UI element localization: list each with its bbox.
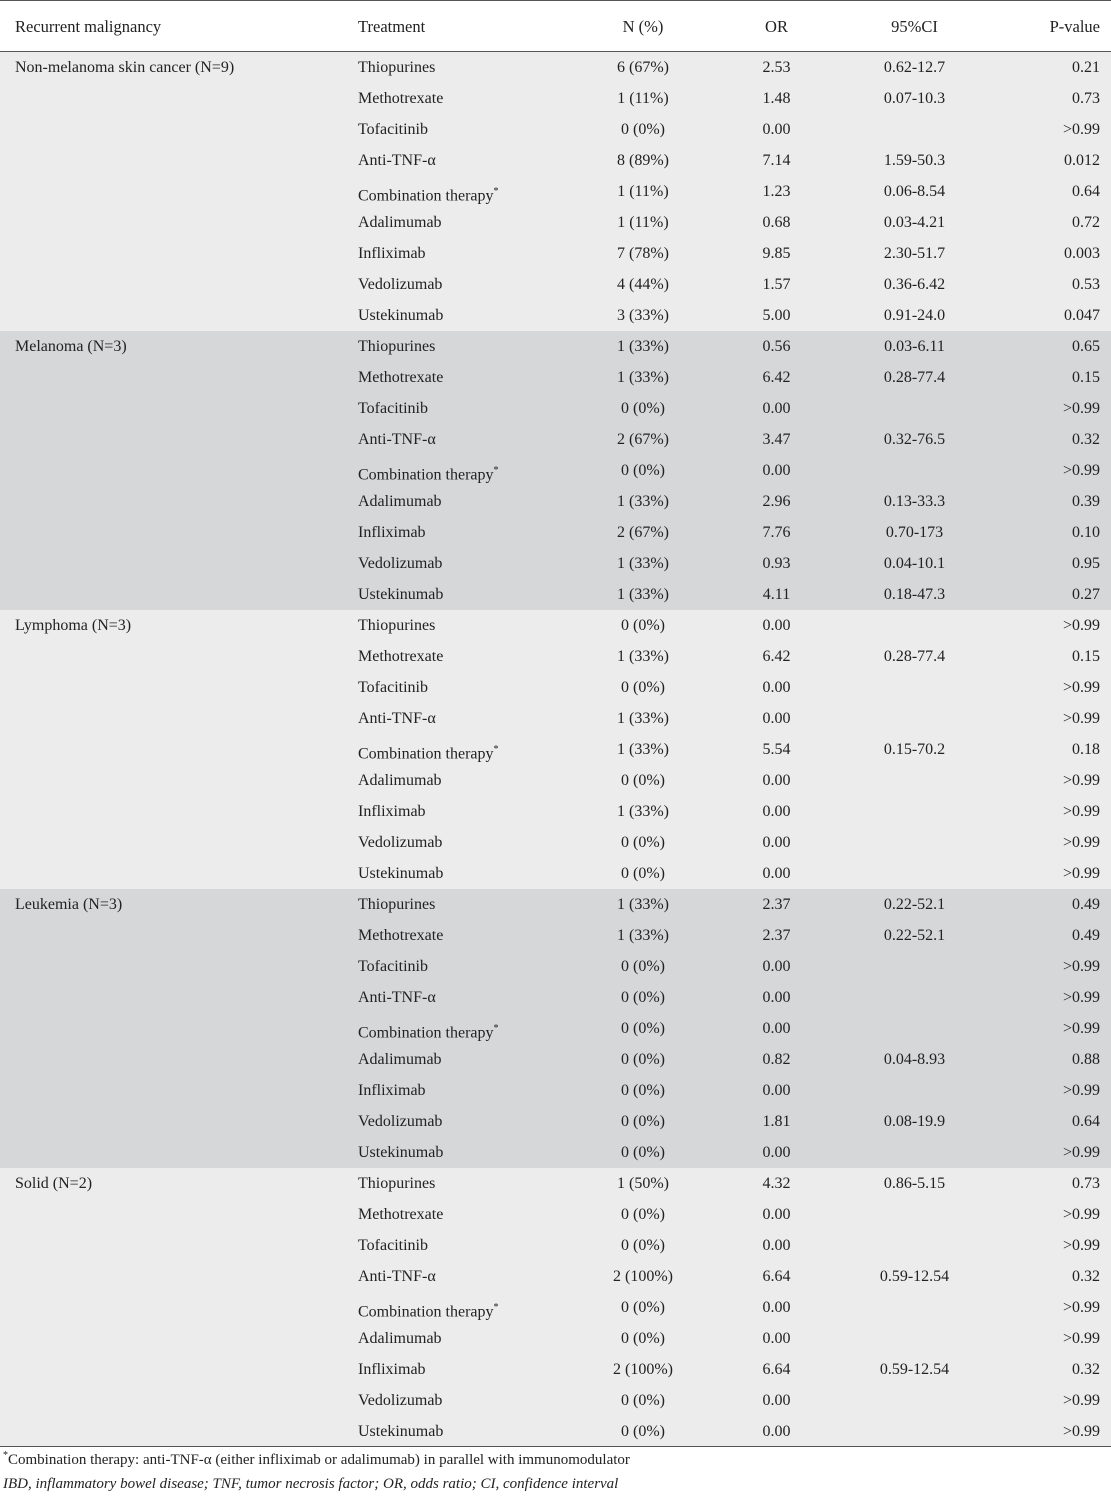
footnote-star: * [493,1023,499,1034]
table-row [0,1323,1111,1354]
cell-treatment: Adalimumab [358,1051,442,1068]
cell-or: 0.00 [762,1423,791,1440]
cell-p-value: 0.32 [1072,1361,1100,1378]
cell-ci: 0.22-52.1 [883,896,946,913]
treatment-name: Combination therapy [358,1024,494,1042]
cell-or: 0.00 [762,989,791,1006]
table-row [0,114,1111,145]
cell-p-value: 0.49 [1072,896,1100,913]
cell-p-value: 0.72 [1072,214,1100,231]
table-row [0,207,1111,238]
cell-p-value: >0.99 [1062,121,1100,138]
table-row [0,672,1111,703]
cell-n: 1 (33%) [617,555,669,572]
cell-or: 0.00 [762,1392,791,1409]
cell-ci: 0.59-12.54 [879,1361,950,1378]
table-row [0,517,1111,548]
cell-p-value: 0.88 [1072,1051,1100,1068]
cell-or: 0.82 [762,1051,791,1068]
cell-p-value: >0.99 [1062,1330,1100,1347]
cell-treatment: Adalimumab [358,1330,442,1347]
cell-treatment: Vedolizumab [358,276,443,293]
table-row [0,1416,1111,1447]
table-row [0,796,1111,827]
cell-p-value: 0.53 [1072,276,1100,293]
cell-treatment: Ustekinumab [358,1144,444,1161]
cell-or: 7.14 [762,152,791,169]
cell-p-value: >0.99 [1062,1020,1100,1037]
cell-p-value: 0.012 [1064,152,1100,169]
cell-treatment: Tofacitinib [358,400,428,417]
cell-n: 1 (50%) [617,1175,669,1192]
cell-or: 0.00 [762,710,791,727]
cell-ci: 0.18-47.3 [883,586,946,603]
header-treatment: Treatment [358,17,426,36]
treatment-name: Combination therapy [358,187,494,205]
cell-n: 0 (0%) [621,1082,665,1099]
cell-treatment: Ustekinumab [358,586,444,603]
cell-treatment: Methotrexate [358,927,444,944]
header-n: N (%) [622,17,664,36]
malignancy-group [0,331,1111,610]
cell-or: 0.00 [762,121,791,138]
table-row [0,455,1111,486]
cell-p-value: >0.99 [1062,1206,1100,1223]
cell-treatment: Tofacitinib [358,1237,428,1254]
cell-treatment: Ustekinumab [358,307,444,324]
cell-ci: 1.59-50.3 [883,152,946,169]
malignancy-label: Non-melanoma skin cancer (N=9) [15,59,235,76]
header-or: OR [765,17,788,36]
table-row [0,1199,1111,1230]
cell-treatment: Infliximab [358,1361,426,1378]
cell-p-value: >0.99 [1062,772,1100,789]
cell-treatment: Tofacitinib [358,121,428,138]
treatment-name: Combination therapy [358,745,494,763]
cell-treatment: Adalimumab [358,214,442,231]
malignancy-group [0,610,1111,889]
footnote-star: * [493,1302,499,1313]
table-row [0,393,1111,424]
cell-n: 1 (33%) [617,586,669,603]
cell-treatment: Anti-TNF-α [358,152,436,169]
cell-p-value: >0.99 [1062,834,1100,851]
cell-p-value: >0.99 [1062,710,1100,727]
cell-or: 5.54 [762,741,791,758]
cell-n: 1 (33%) [617,648,669,665]
cell-n: 1 (33%) [617,896,669,913]
cell-treatment: Thiopurines [358,59,436,76]
cell-ci: 2.30-51.7 [883,245,946,262]
cell-or: 0.00 [762,865,791,882]
footnote-star: * [493,465,499,476]
cell-or: 0.00 [762,1144,791,1161]
cell-ci: 0.03-4.21 [883,214,946,231]
cell-n: 2 (100%) [613,1268,673,1285]
table-row [0,238,1111,269]
cell-ci: 0.86-5.15 [883,1175,946,1192]
cell-n: 2 (67%) [617,431,669,448]
cell-p-value: >0.99 [1062,1144,1100,1161]
cell-n: 0 (0%) [621,834,665,851]
cell-n: 1 (11%) [617,183,669,200]
cell-n: 1 (33%) [617,369,669,386]
table-row [0,858,1111,889]
cell-treatment: Ustekinumab [358,1423,444,1440]
cell-n: 7 (78%) [617,245,669,262]
cell-n: 0 (0%) [621,400,665,417]
cell-p-value: >0.99 [1062,989,1100,1006]
cell-ci: 0.03-6.11 [884,338,945,355]
table-row [0,1385,1111,1416]
table-row [0,83,1111,114]
table-row [0,1013,1111,1044]
cell-or: 1.57 [762,276,791,293]
cell-treatment: Infliximab [358,1082,426,1099]
cell-treatment: Thiopurines [358,1175,436,1192]
cell-or: 0.00 [762,958,791,975]
cell-or: 1.23 [762,183,791,200]
cell-or: 0.00 [762,617,791,634]
cell-n: 0 (0%) [621,1237,665,1254]
table-row [0,145,1111,176]
malignancy-group [0,1168,1111,1447]
cell-treatment: Methotrexate [358,1206,444,1223]
cell-p-value: 0.65 [1072,338,1100,355]
table-row [0,827,1111,858]
cell-treatment: Vedolizumab [358,1113,443,1130]
cell-p-value: >0.99 [1062,958,1100,975]
cell-or: 6.64 [762,1361,791,1378]
cell-n: 0 (0%) [621,1020,665,1037]
header-p-value: P-value [1049,17,1100,36]
cell-treatment: Methotrexate [358,90,444,107]
cell-ci: 0.04-10.1 [883,555,946,572]
cell-treatment: Thiopurines [358,896,436,913]
cell-p-value: 0.27 [1072,586,1100,603]
footnote-abbreviations: IBD, inflammatory bowel disease; TNF, tumor necrosis factor; OR, odds ratio; CI, confidence interval [3,1476,619,1492]
cell-or: 0.00 [762,679,791,696]
cell-or: 2.96 [762,493,791,510]
cell-n: 0 (0%) [621,1206,665,1223]
cell-treatment: Infliximab [358,803,426,820]
cell-p-value: 0.32 [1072,1268,1100,1285]
cell-n: 8 (89%) [617,152,669,169]
cell-treatment: Anti-TNF-α [358,710,436,727]
table-row [0,641,1111,672]
cell-n: 0 (0%) [621,1423,665,1440]
malignancy-group [0,889,1111,1168]
cell-treatment: Vedolizumab [358,834,443,851]
table-row [0,1168,1111,1199]
cell-or: 6.42 [762,648,791,665]
cell-n: 0 (0%) [621,772,665,789]
cell-or: 0.00 [762,1082,791,1099]
cell-ci: 0.36-6.42 [883,276,946,293]
malignancy-label: Leukemia (N=3) [15,896,123,913]
footnote-combination [3,1450,630,1469]
cell-or: 0.00 [762,1020,791,1037]
table-row [0,920,1111,951]
cell-p-value: >0.99 [1062,1423,1100,1440]
cell-p-value: 0.73 [1072,90,1100,107]
cell-ci: 0.06-8.54 [883,183,946,200]
cell-n: 0 (0%) [621,1330,665,1347]
cell-n: 0 (0%) [621,617,665,634]
cell-treatment: Thiopurines [358,338,436,355]
table-row [0,176,1111,207]
table-row [0,1230,1111,1261]
table-row [0,765,1111,796]
cell-n: 1 (33%) [617,741,669,758]
table-row [0,300,1111,331]
table-row [0,1137,1111,1168]
cell-or: 0.00 [762,462,791,479]
table-row [0,982,1111,1013]
cell-n: 0 (0%) [621,679,665,696]
cell-p-value: >0.99 [1062,1392,1100,1409]
cell-or: 6.42 [762,369,791,386]
cell-treatment: Tofacitinib [358,679,428,696]
cell-ci: 0.28-77.4 [883,369,946,386]
cell-treatment: Vedolizumab [358,555,443,572]
cell-treatment: Vedolizumab [358,1392,443,1409]
cell-p-value: 0.18 [1072,741,1100,758]
table-row [0,889,1111,920]
table-row [0,52,1111,83]
treatment-name: Combination therapy [358,466,494,484]
cell-p-value: 0.32 [1072,431,1100,448]
cell-or: 5.00 [762,307,791,324]
cell-p-value: >0.99 [1062,617,1100,634]
cell-n: 0 (0%) [621,958,665,975]
table-row [0,951,1111,982]
cell-n: 0 (0%) [621,989,665,1006]
cell-ci: 0.59-12.54 [879,1268,950,1285]
cell-ci: 0.91-24.0 [883,307,946,324]
table-row [0,1106,1111,1137]
cell-n: 1 (33%) [617,338,669,355]
cell-p-value: >0.99 [1062,803,1100,820]
cell-ci: 0.32-76.5 [883,431,946,448]
cell-n: 0 (0%) [621,1051,665,1068]
cell-p-value: 0.15 [1072,369,1100,386]
cell-treatment: Adalimumab [358,493,442,510]
cell-p-value: 0.73 [1072,1175,1100,1192]
cell-ci: 0.07-10.3 [883,90,946,107]
cell-treatment: Infliximab [358,245,426,262]
cell-treatment: Methotrexate [358,369,444,386]
table-row [0,1044,1111,1075]
cell-p-value: 0.49 [1072,927,1100,944]
table-row [0,269,1111,300]
cell-p-value: 0.39 [1072,493,1100,510]
table-row [0,703,1111,734]
cell-or: 0.00 [762,834,791,851]
cell-p-value: 0.003 [1064,245,1100,262]
cell-p-value: >0.99 [1062,1299,1100,1316]
cell-treatment: Anti-TNF-α [358,989,436,1006]
malignancy-label: Melanoma (N=3) [15,338,127,355]
cell-p-value: 0.047 [1064,307,1100,324]
cell-treatment: Infliximab [358,524,426,541]
cell-or: 0.00 [762,400,791,417]
cell-or: 0.00 [762,772,791,789]
table-row [0,424,1111,455]
cell-treatment: Thiopurines [358,617,436,634]
cell-p-value: >0.99 [1062,1082,1100,1099]
table-row [0,1354,1111,1385]
cell-or: 1.48 [762,90,791,107]
cell-or: 4.11 [762,586,791,603]
footnote-star: * [3,1450,8,1461]
cell-or: 0.56 [762,338,791,355]
cell-or: 2.37 [762,927,791,944]
malignancy-label: Solid (N=2) [15,1175,93,1192]
cell-or: 0.00 [762,1206,791,1223]
table-row [0,548,1111,579]
cell-n: 0 (0%) [621,462,665,479]
cell-treatment: Tofacitinib [358,958,428,975]
cell-p-value: 0.64 [1072,183,1100,200]
cell-n: 2 (67%) [617,524,669,541]
cell-n: 1 (33%) [617,710,669,727]
table-row [0,486,1111,517]
cell-p-value: 0.95 [1072,555,1100,572]
cell-n: 6 (67%) [617,59,669,76]
cell-n: 1 (33%) [617,803,669,820]
cell-ci: 0.28-77.4 [883,648,946,665]
cell-p-value: 0.64 [1072,1113,1100,1130]
cell-n: 1 (33%) [617,493,669,510]
table-row [0,331,1111,362]
cell-ci: 0.70-173 [885,524,944,541]
cell-or: 3.47 [762,431,791,448]
cell-treatment: Ustekinumab [358,865,444,882]
footnote-star: * [493,744,499,755]
footnote-star: * [493,186,499,197]
cell-n: 1 (33%) [617,927,669,944]
header-malignancy: Recurrent malignancy [15,17,162,36]
cell-or: 0.00 [762,1330,791,1347]
table-row [0,579,1111,610]
cell-n: 1 (11%) [617,214,669,231]
header-ci: 95%CI [891,17,938,36]
cell-p-value: 0.15 [1072,648,1100,665]
cell-n: 3 (33%) [617,307,669,324]
cell-n: 0 (0%) [621,121,665,138]
table-bottom-rule [0,1446,1111,1447]
cell-ci: 0.22-52.1 [883,927,946,944]
cell-or: 0.68 [762,214,791,231]
malignancy-group [0,52,1111,331]
cell-ci: 0.62-12.7 [883,59,946,76]
cell-or: 0.00 [762,803,791,820]
cell-n: 0 (0%) [621,1113,665,1130]
table-row [0,1261,1111,1292]
cell-treatment: Anti-TNF-α [358,431,436,448]
cell-p-value: >0.99 [1062,462,1100,479]
table-row [0,734,1111,765]
cell-or: 1.81 [762,1113,791,1130]
cell-n: 0 (0%) [621,1392,665,1409]
table-row [0,362,1111,393]
cell-ci: 0.04-8.93 [883,1051,946,1068]
cell-n: 0 (0%) [621,1144,665,1161]
cell-or: 0.93 [762,555,791,572]
cell-ci: 0.15-70.2 [883,741,946,758]
table-row [0,1292,1111,1323]
cell-n: 2 (100%) [613,1361,673,1378]
cell-or: 9.85 [762,245,791,262]
cell-p-value: >0.99 [1062,400,1100,417]
cell-or: 6.64 [762,1268,791,1285]
footnote-combination-text: Combination therapy: anti-TNF-α (either infliximab or adalimumab) in parallel with immunomodulator [8,1452,630,1468]
cell-n: 4 (44%) [617,276,669,293]
cell-or: 0.00 [762,1237,791,1254]
cell-p-value: >0.99 [1062,679,1100,696]
cell-ci: 0.13-33.3 [883,493,946,510]
cell-treatment: Methotrexate [358,648,444,665]
cell-or: 2.53 [762,59,791,76]
cell-p-value: 0.21 [1072,59,1100,76]
cell-p-value: >0.99 [1062,865,1100,882]
cell-or: 4.32 [762,1175,791,1192]
cell-or: 0.00 [762,1299,791,1316]
cell-or: 2.37 [762,896,791,913]
cell-p-value: 0.10 [1072,524,1100,541]
cell-or: 7.76 [762,524,791,541]
cell-ci: 0.08-19.9 [883,1113,946,1130]
cell-p-value: >0.99 [1062,1237,1100,1254]
table-row [0,1075,1111,1106]
cell-treatment: Adalimumab [358,772,442,789]
treatment-name: Combination therapy [358,1303,494,1321]
table-header [0,0,1111,52]
cell-n: 1 (11%) [617,90,669,107]
cell-n: 0 (0%) [621,865,665,882]
cell-n: 0 (0%) [621,1299,665,1316]
table-body [0,52,1111,1447]
table-row [0,610,1111,641]
malignancy-label: Lymphoma (N=3) [15,617,132,634]
cell-treatment: Anti-TNF-α [358,1268,436,1285]
